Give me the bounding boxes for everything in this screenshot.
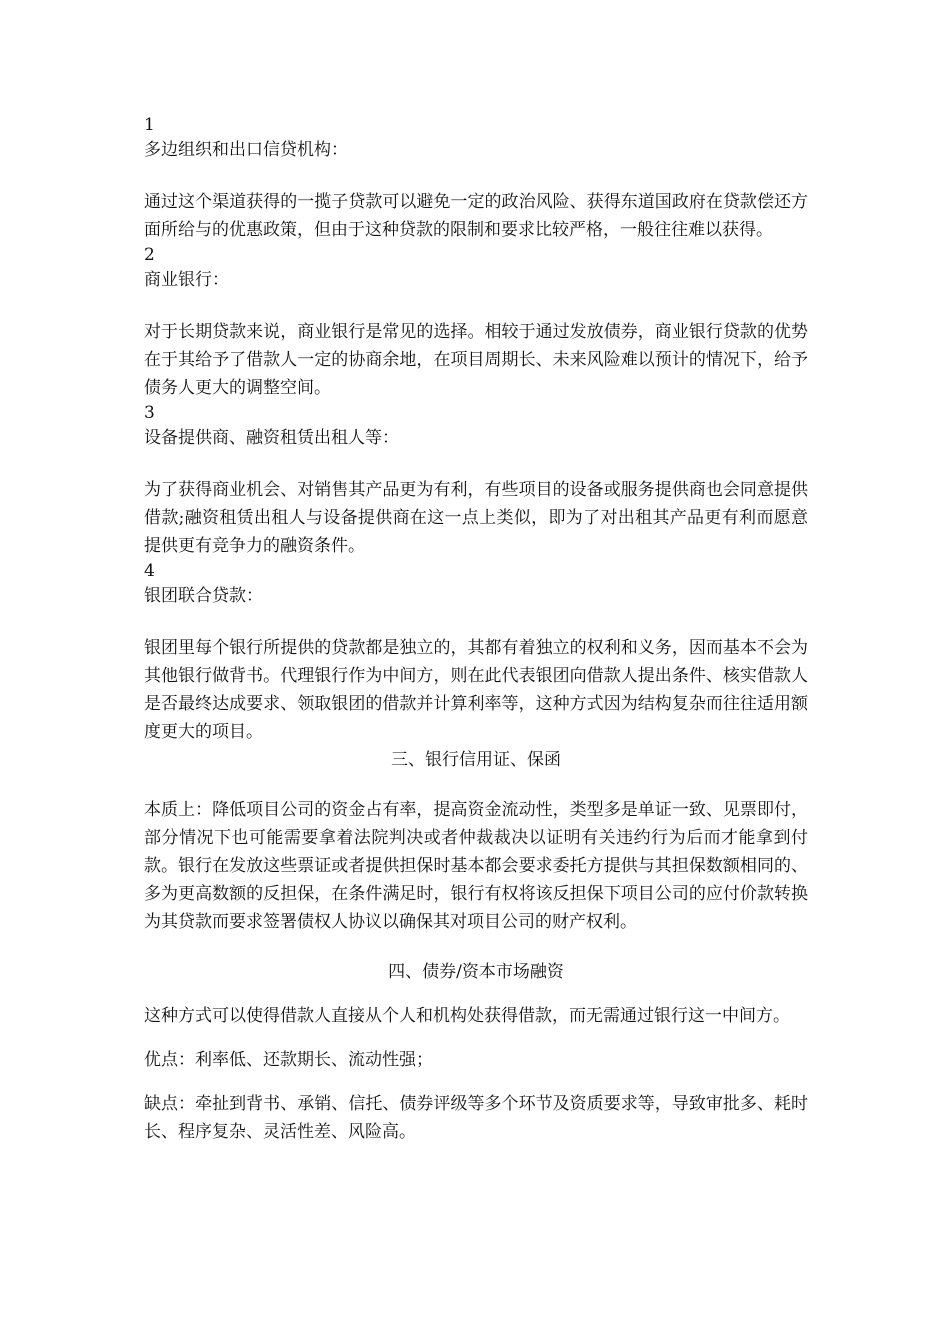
item-4 — [144, 560, 808, 746]
item-3 — [144, 402, 808, 560]
item-number: 4 — [144, 561, 155, 581]
item-body: 为了获得商业机会、对销售其产品更为有利，有些项目的设备或服务提供商也会同意提供借款;融资租赁出租人与设备提供商在这一点上类似，即为了对出租其产品更有利而愿意提供更有竞争力的融资条件。 — [144, 480, 808, 556]
section-body: 这种方式可以使得借款人直接从个人和机构处获得借款，而无需通过银行这一中间方。 — [144, 1006, 790, 1026]
item-1 — [144, 114, 808, 244]
item-body: 银团里每个银行所提供的贷款都是独立的，其都有着独立的权利和义务，因而基本不会为其他银行做背书。代理银行作为中间方，则在此代表银团向借款人提出条件、核实借款人是否最终达成要求、领取银团的借款并计算利率等，这种方式因为结构复杂而往往适用额度更大的项目。 — [144, 638, 808, 742]
section-title: 三、银行信用证、保函 — [391, 750, 561, 770]
cons-text: 缺点：牵扯到背书、承销、信托、债券评级等多个环节及资质要求等，导致审批多、耗时长、程序复杂、灵活性差、风险高。 — [144, 1094, 808, 1142]
document-page — [144, 114, 808, 1146]
item-heading: 设备提供商、融资租赁出租人等： — [144, 428, 399, 448]
item-body: 对于长期贷款来说，商业银行是常见的选择。相较于通过发放债券，商业银行贷款的优势在于其给予了借款人一定的协商余地，在项目周期长、未来风险难以预计的情况下，给予债务人更大的调整空间。 — [144, 322, 808, 398]
section-4 — [144, 958, 808, 1146]
section-3 — [144, 746, 808, 936]
item-heading: 多边组织和出口信贷机构： — [144, 140, 348, 160]
section-title: 四、债券/资本市场融资 — [388, 962, 564, 982]
item-2 — [144, 244, 808, 402]
item-number: 3 — [144, 403, 155, 423]
item-heading: 商业银行： — [144, 270, 229, 290]
pros-text: 优点：利率低、还款期长、流动性强； — [144, 1050, 433, 1070]
item-number: 1 — [144, 115, 155, 135]
item-body: 通过这个渠道获得的一揽子贷款可以避免一定的政治风险、获得东道国政府在贷款偿还方面所给与的优惠政策，但由于这种贷款的限制和要求比较严格，一般往往难以获得。 — [144, 192, 808, 240]
item-heading: 银团联合贷款： — [144, 586, 263, 606]
item-number: 2 — [144, 245, 155, 265]
section-body: 本质上：降低项目公司的资金占有率，提高资金流动性，类型多是单证一致、见票即付，部分情况下也可能需要拿着法院判决或者仲裁裁决以证明有关违约行为后而才能拿到付款。银行在发放这些票证或者提供担保时基本都会要求委托方提供与其担保数额相同的、多为更高数额的反担保，在条件满足时，银行有权将该反担保下项目公司的应付价款转换为其贷款而要求签署债权人协议以确保其对项目公司的财产权利。 — [144, 800, 808, 932]
